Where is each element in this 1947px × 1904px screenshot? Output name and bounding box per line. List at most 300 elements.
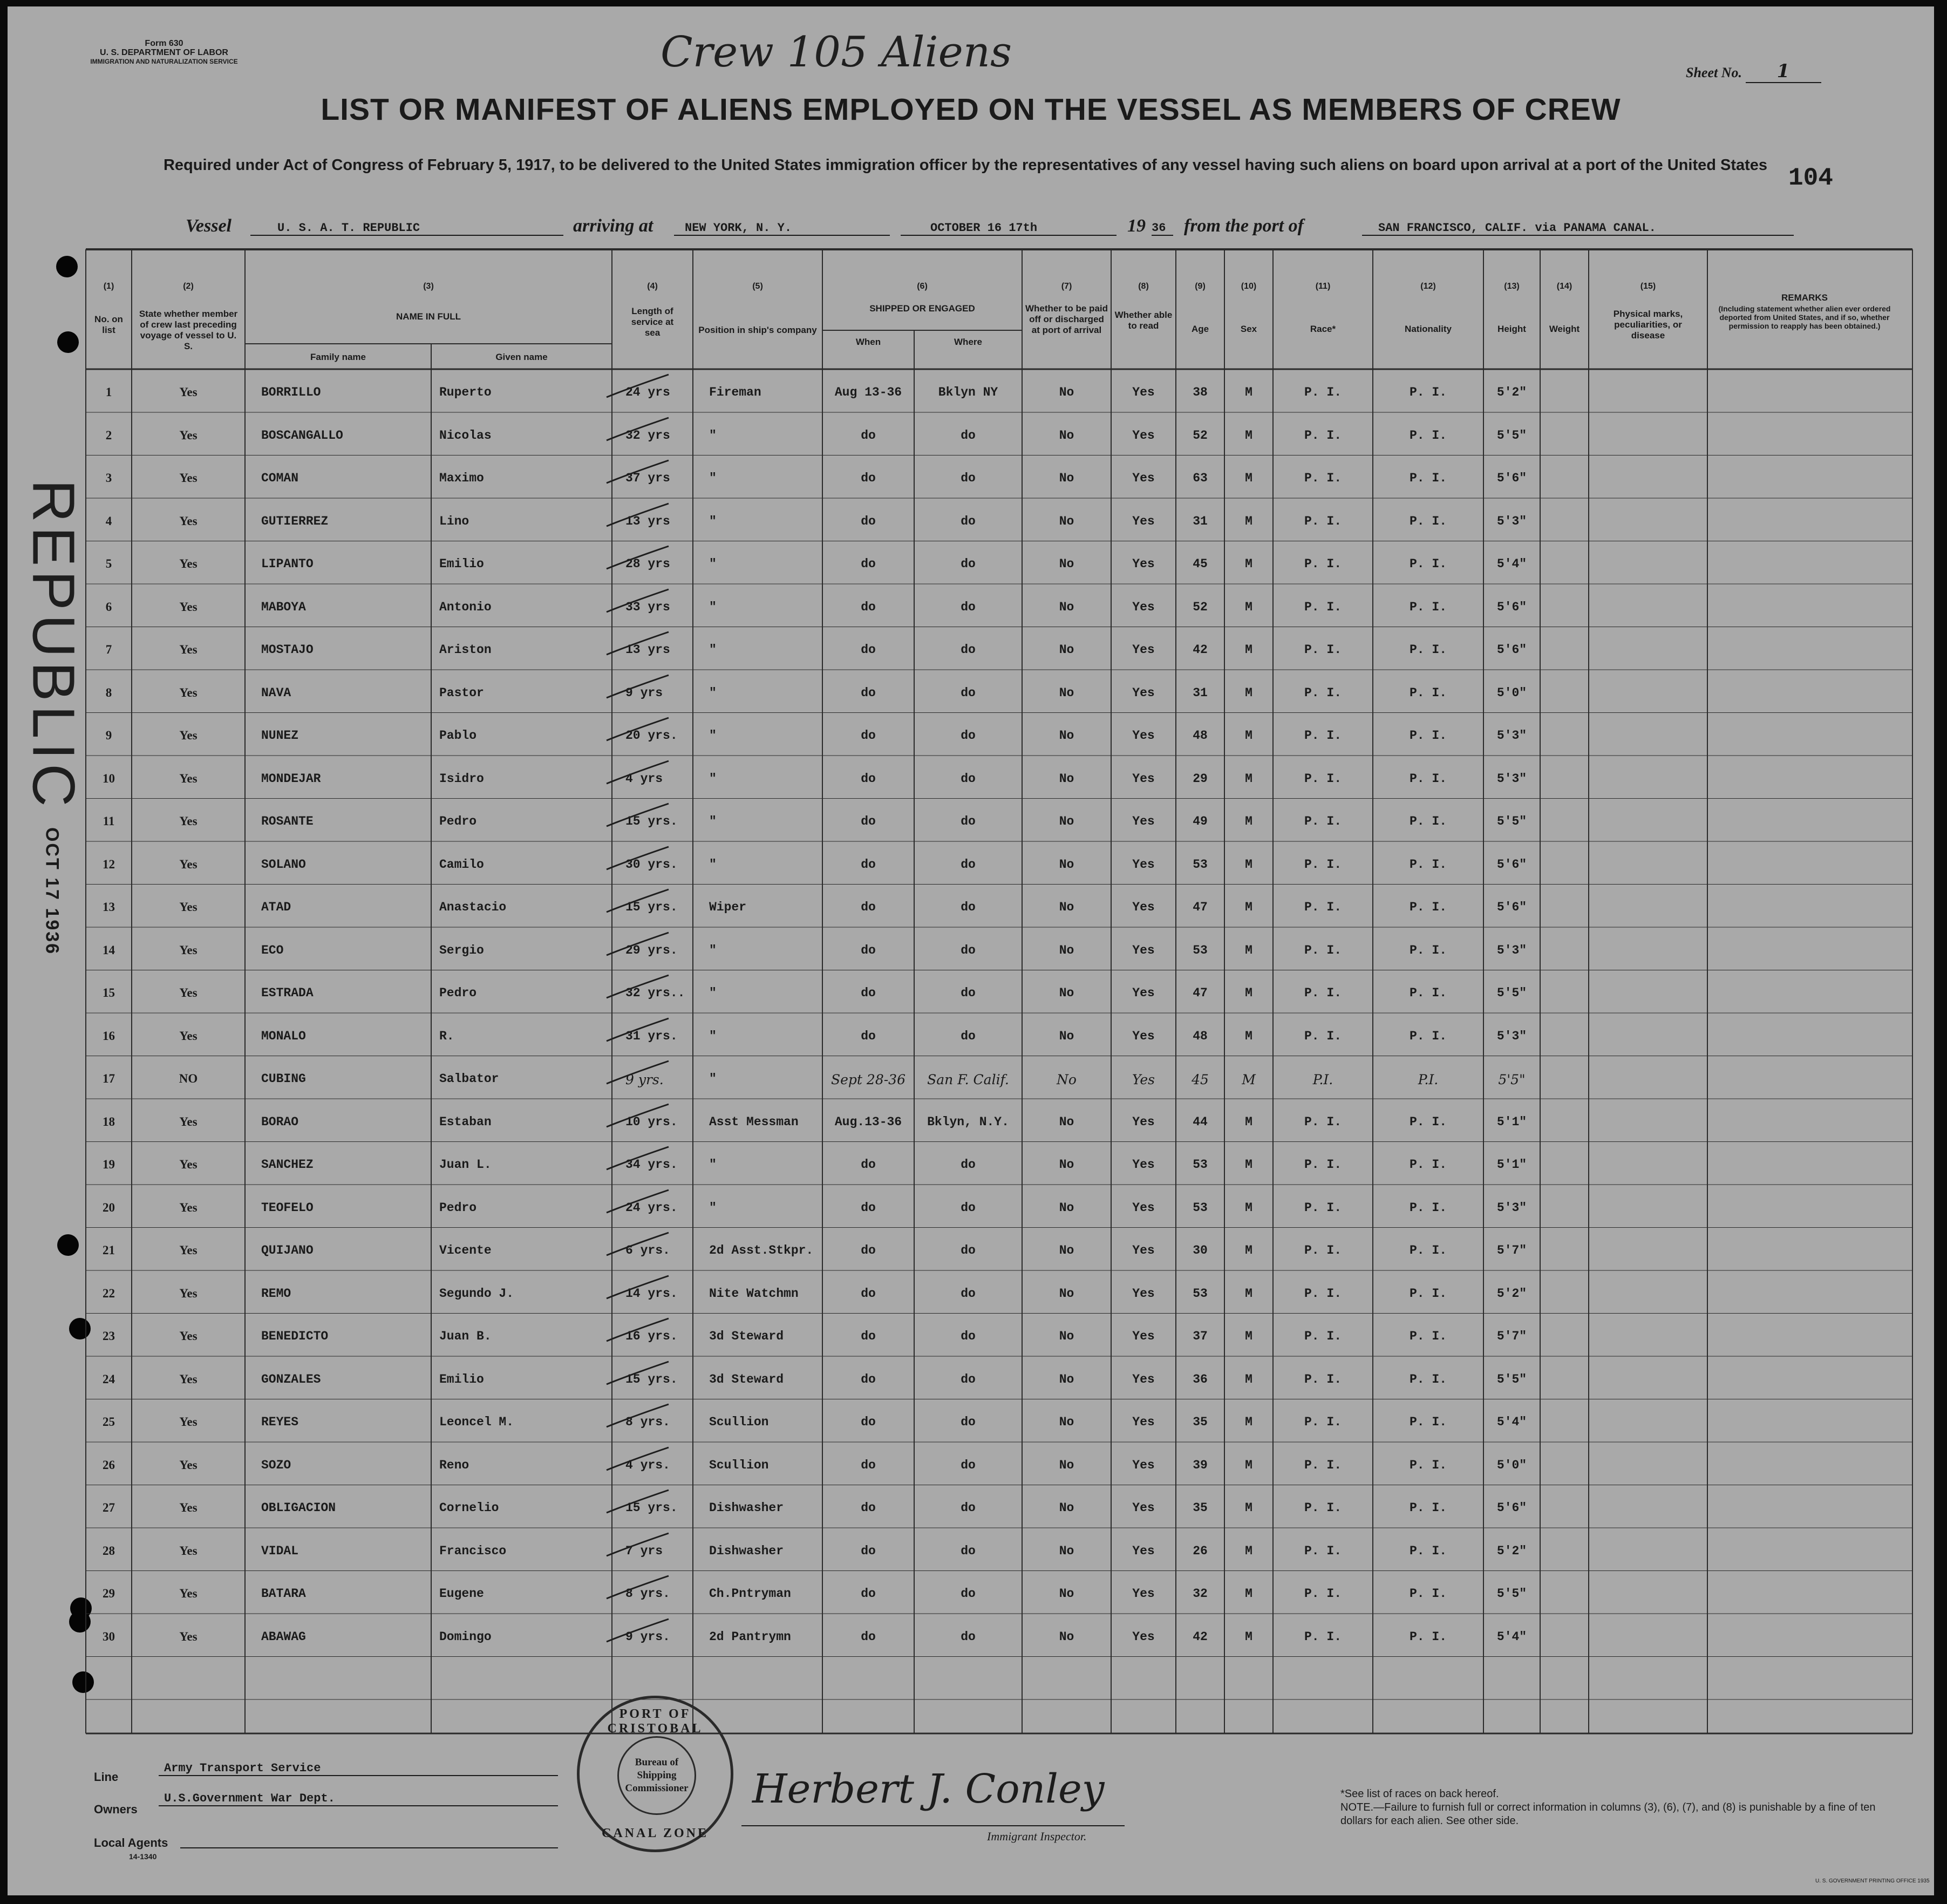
cell-able-to-read: Yes [1132,1372,1155,1386]
cell-service-length: 15 yrs. [625,1501,678,1515]
cell-previous-voyage: Yes [179,1286,198,1300]
vessel-label: Vessel [186,216,232,236]
cell-sex: M [1245,385,1252,399]
cell-able-to-read: Yes [1132,428,1155,443]
cell-family-name: GONZALES [261,1372,321,1386]
penalty-note: NOTE.—Failure to furnish full or correct information in columns (3), (6), (7), and (8) is punishable by a fine of ten dollars for each alien. See other side. [1340,1801,1876,1827]
cell-nationality: P. I. [1409,1501,1447,1515]
cell-race: P.I. [1312,1072,1333,1087]
cell-shipped-when: do [861,1329,876,1343]
cell-family-name: COMAN [261,471,299,485]
cell-paid-off: No [1059,1587,1074,1601]
form-reference: 14-1340 [129,1852,157,1861]
cell-shipped-when: do [861,900,876,914]
check-mark [601,1014,677,1046]
col-11-label: Race* [1310,324,1336,334]
check-mark [601,971,677,1003]
cell-number: 19 [103,1158,115,1171]
cell-number: 23 [103,1329,115,1343]
date-stamp-text: OCT 17 1936 [42,827,63,956]
cell-service-length: 32 yrs [625,428,670,443]
owners-value: U.S.Government War Dept. [159,1792,558,1806]
cell-number: 21 [103,1243,115,1257]
cell-age: 32 [1193,1587,1208,1601]
cell-given-name: Pablo [439,729,477,743]
cell-service-length: 16 yrs. [625,1329,678,1343]
col-4-label: Length of service at sea [631,306,674,338]
cell-previous-voyage: Yes [179,1587,198,1600]
cell-shipped-when: do [861,685,876,700]
cell-race: P. I. [1304,1629,1342,1644]
cell-shipped-when: do [861,1243,876,1257]
col-2-label: State whether member of crew last preceding voyage of vessel to U. S. [139,309,238,351]
cell-nationality: P. I. [1409,428,1447,443]
cell-shipped-where: do [961,814,976,828]
cell-previous-voyage: Yes [179,1458,198,1472]
cell-nationality: P. I. [1409,643,1447,657]
seal-center: Bureau of Shipping Commissioner [617,1736,696,1815]
check-mark [601,456,677,488]
cell-position: " [709,943,717,957]
cell-shipped-where: do [961,857,976,872]
col-6-number: (6) [917,282,928,291]
cell-position: " [709,685,717,700]
cell-service-length: 34 yrs. [625,1158,678,1172]
department: U. S. DEPARTMENT OF LABOR [100,48,228,57]
cell-nationality: P. I. [1409,600,1447,614]
cell-number: 25 [103,1415,115,1429]
cell-age: 45 [1193,557,1208,571]
cell-sex: M [1245,814,1252,828]
cell-height: 5'1" [1496,1158,1527,1172]
col-11-number: (11) [1315,282,1331,291]
cell-number: 27 [103,1501,115,1514]
cell-service-length: 13 yrs [625,514,670,528]
cell-given-name: Francisco [439,1543,507,1558]
cell-number: 3 [105,471,112,485]
cell-service-length: 33 yrs [625,600,670,614]
cell-nationality: P. I. [1409,1587,1447,1601]
cell-shipped-where: do [961,1286,976,1301]
signature-line [741,1825,1125,1826]
check-mark [601,1100,677,1132]
cell-height: 5'5" [1498,1072,1526,1087]
col-1-label: No. on list [94,314,123,335]
cell-previous-voyage: Yes [179,1501,198,1514]
cell-height: 5'2" [1496,1543,1527,1558]
cell-able-to-read: Yes [1132,771,1155,786]
cell-given-name: Pastor [439,685,484,700]
cell-position: " [709,814,717,828]
form-number: Form 630 [145,39,183,48]
check-mark [601,757,677,789]
cell-height: 5'3" [1496,943,1527,957]
cell-shipped-when: do [861,471,876,485]
cell-shipped-when: do [861,1372,876,1386]
cell-previous-voyage: Yes [179,1415,198,1429]
cell-family-name: BORRILLO [261,385,321,399]
cell-nationality: P. I. [1409,986,1447,1000]
cell-nationality: P. I. [1409,557,1447,571]
cell-shipped-when: do [861,1629,876,1644]
cell-family-name: BATARA [261,1587,306,1601]
cell-height: 5'6" [1496,471,1527,485]
col-10-label: Sex [1240,324,1257,334]
cell-family-name: ROSANTE [261,814,314,828]
col-3-family-label: Family name [310,352,366,362]
col-3-label: NAME IN FULL [396,311,461,322]
cell-position: " [709,557,717,571]
cell-sex: M [1245,557,1252,571]
cell-sex: M [1245,729,1252,743]
cell-paid-off: No [1059,1114,1074,1129]
cell-sex: M [1245,1243,1252,1257]
cell-service-length: 24 yrs [625,385,670,399]
cell-previous-voyage: Yes [179,557,198,570]
cell-service-length: 9 yrs [625,685,663,700]
cell-given-name: Sergio [439,943,484,957]
cell-height: 5'0" [1496,1458,1527,1472]
cell-shipped-where: do [961,1629,976,1644]
cell-sex: M [1242,1072,1256,1087]
cell-sex: M [1245,986,1252,1000]
cell-able-to-read: Yes [1132,900,1155,914]
cell-number: 1 [105,385,112,399]
cell-nationality: P. I. [1409,1543,1447,1558]
cell-sex: M [1245,771,1252,786]
cell-previous-voyage: Yes [179,1329,198,1343]
cell-family-name: QUIJANO [261,1243,314,1257]
owners-label: Owners [94,1803,138,1816]
cell-previous-voyage: Yes [179,385,198,399]
cell-previous-voyage: Yes [179,857,198,871]
cell-race: P. I. [1304,729,1342,743]
cell-race: P. I. [1304,1543,1342,1558]
check-mark [601,1271,677,1304]
cell-able-to-read: Yes [1132,1501,1155,1515]
cell-given-name: Juan L. [439,1158,492,1172]
arriving-label: arriving at [573,216,653,236]
cell-nationality: P. I. [1409,1329,1447,1343]
cell-family-name: REYES [261,1415,299,1429]
line-label: Line [94,1770,119,1784]
cell-given-name: Estaban [439,1114,492,1129]
cell-number: 9 [105,729,112,742]
cell-height: 5'6" [1496,1501,1527,1515]
cell-sex: M [1245,857,1252,872]
cell-paid-off: No [1059,857,1074,872]
cell-shipped-where: do [961,1158,976,1172]
cell-service-length: 9 yrs. [625,1072,664,1087]
cell-height: 5'6" [1496,900,1527,914]
cell-shipped-when: do [861,600,876,614]
cell-age: 31 [1193,685,1208,700]
cell-race: P. I. [1304,1029,1342,1043]
cell-age: 31 [1193,514,1208,528]
check-mark [601,1143,677,1175]
cell-previous-voyage: Yes [179,771,198,785]
cell-age: 53 [1193,1158,1208,1172]
cell-service-length: 8 yrs. [625,1415,670,1429]
cell-height: 5'5" [1496,428,1527,443]
check-mark [601,499,677,532]
cell-sex: M [1245,1543,1252,1558]
check-mark [601,542,677,574]
cell-able-to-read: Yes [1132,1243,1155,1257]
cell-shipped-where: do [961,428,976,443]
cell-shipped-where: do [961,1415,976,1429]
check-mark [601,885,677,917]
cell-paid-off: No [1059,1329,1074,1343]
cell-age: 53 [1193,1286,1208,1301]
cell-age: 39 [1193,1458,1208,1472]
cell-given-name: Salbator [439,1072,499,1086]
check-mark [601,370,677,403]
col-5-label: Position in ship's company [698,325,817,335]
cell-service-length: 31 yrs. [625,1029,678,1043]
cell-number: 26 [103,1458,115,1472]
cell-sex: M [1245,428,1252,443]
cell-family-name: MABOYA [261,600,306,614]
cell-family-name: REMO [261,1286,291,1301]
cell-sex: M [1245,1372,1252,1386]
check-mark [601,1357,677,1390]
cell-previous-voyage: NO [179,1072,198,1085]
check-mark [601,799,677,832]
cell-position: Asst Messman [709,1114,799,1129]
cell-previous-voyage: Yes [179,1629,198,1643]
cell-able-to-read: Yes [1132,514,1155,528]
cell-age: 29 [1193,771,1208,786]
cell-family-name: SOZO [261,1458,291,1472]
cell-position: " [709,514,717,528]
check-mark [601,671,677,703]
cell-shipped-where: Bklyn, N.Y. [927,1114,1009,1129]
cell-able-to-read: Yes [1132,1415,1155,1429]
cell-paid-off: No [1059,1243,1074,1257]
cell-previous-voyage: Yes [179,943,198,957]
cell-height: 5'5" [1496,814,1527,828]
vessel-name-stamp-text: REPUBLIC [20,479,87,811]
printer-credit: U. S. GOVERNMENT PRINTING OFFICE 1935 [1815,1878,1930,1884]
cell-given-name: Emilio [439,1372,484,1386]
cell-family-name: ECO [261,943,284,957]
cell-given-name: Emilio [439,557,484,571]
cell-position: Wiper [709,900,747,914]
cell-race: P. I. [1304,643,1342,657]
cell-race: P. I. [1304,685,1342,700]
cell-shipped-when: do [861,1587,876,1601]
cell-previous-voyage: Yes [179,685,198,699]
cell-shipped-when: do [861,1200,876,1215]
cell-able-to-read: Yes [1132,1587,1155,1601]
check-mark [601,1400,677,1432]
col-12-label: Nationality [1405,324,1452,334]
cell-able-to-read: Yes [1132,1329,1155,1343]
cell-race: P. I. [1304,1286,1342,1301]
cell-service-length: 20 yrs. [625,729,678,743]
cell-paid-off: No [1059,986,1074,1000]
cell-shipped-where: do [961,943,976,957]
cell-number: 10 [103,771,115,785]
cell-race: P. I. [1304,771,1342,786]
cell-paid-off: No [1059,428,1074,443]
cell-service-length: 8 yrs. [625,1587,670,1601]
cell-height: 5'6" [1496,643,1527,657]
cell-family-name: MOSTAJO [261,643,314,657]
check-mark [601,413,677,446]
cell-sex: M [1245,600,1252,614]
cell-given-name: Domingo [439,1629,492,1644]
col-12-number: (12) [1420,282,1436,291]
cell-shipped-where: do [961,900,976,914]
cell-sex: M [1245,514,1252,528]
cell-number: 2 [105,428,112,442]
cell-number: 5 [105,557,112,570]
cell-race: P. I. [1304,471,1342,485]
cell-given-name: Anastacio [439,900,507,914]
cell-age: 53 [1193,943,1208,957]
arrival-date: OCTOBER 16 17th [901,221,1117,236]
col-14-label: Weight [1549,324,1580,334]
cell-able-to-read: Yes [1132,1072,1155,1087]
cell-race: P. I. [1304,814,1342,828]
cell-family-name: BOSCANGALLO [261,428,343,443]
cell-shipped-where: San F. Calif. [927,1072,1009,1087]
cell-shipped-where: do [961,1029,976,1043]
cell-service-length: 10 yrs. [625,1114,678,1129]
cell-paid-off: No [1059,1543,1074,1558]
col-1-number: (1) [103,282,114,291]
cell-age: 36 [1193,1372,1208,1386]
col-5-number: (5) [752,282,763,291]
cell-shipped-where: do [961,600,976,614]
cell-number: 24 [103,1372,115,1386]
cell-given-name: Eugene [439,1587,484,1601]
cell-shipped-when: Aug.13-36 [834,1114,902,1129]
cell-sex: M [1245,1029,1252,1043]
col-9-label: Age [1191,324,1209,334]
cell-shipped-where: do [961,1587,976,1601]
remarks-sublabel: (Including statement whether alien ever ordered deported from United States, and if so, whether permission to reapply has been obtained.) [1718,304,1891,330]
cell-position: " [709,729,717,743]
cell-previous-voyage: Yes [179,1158,198,1171]
cell-age: 44 [1193,1114,1208,1129]
cell-paid-off: No [1059,1286,1074,1301]
cell-shipped-when: do [861,771,876,786]
cell-age: 37 [1193,1329,1208,1343]
cell-given-name: Vicente [439,1243,492,1257]
cell-position: Ch.Pntryman [709,1587,791,1601]
cell-previous-voyage: Yes [179,1543,198,1558]
cell-height: 5'2" [1496,1286,1527,1301]
col-6-where-label: Where [954,337,982,347]
cell-sex: M [1245,1501,1252,1515]
cell-paid-off: No [1059,557,1074,571]
inspector-label: Immigrant Inspector. [987,1830,1087,1843]
cell-given-name: Leoncel M. [439,1415,514,1429]
cell-service-length: 4 yrs. [625,1458,670,1472]
cell-position: Scullion [709,1458,769,1472]
cell-number: 22 [103,1286,115,1300]
cell-given-name: Antonio [439,600,492,614]
cell-age: 38 [1193,385,1208,399]
cell-paid-off: No [1059,1372,1074,1386]
cell-previous-voyage: Yes [179,986,198,999]
cell-service-length: 13 yrs [625,643,670,657]
cell-nationality: P. I. [1409,1200,1447,1215]
cell-able-to-read: Yes [1132,385,1155,399]
cell-sex: M [1245,943,1252,957]
cell-sex: M [1245,1458,1252,1472]
cell-sex: M [1245,1629,1252,1644]
cell-age: 53 [1193,1200,1208,1215]
cell-position: " [709,1200,717,1215]
cell-position: " [709,1158,717,1172]
cell-number: 20 [103,1200,115,1214]
cell-position: " [709,471,717,485]
cell-paid-off: No [1059,1200,1074,1215]
check-mark [601,1228,677,1261]
cell-shipped-when: do [861,986,876,1000]
cell-previous-voyage: Yes [179,514,198,528]
cell-previous-voyage: Yes [179,814,198,828]
cell-service-length: 30 yrs. [625,857,678,872]
cell-shipped-where: do [961,685,976,700]
cell-position: " [709,771,717,786]
cell-given-name: Lino [439,514,469,528]
cell-race: P. I. [1304,1158,1342,1172]
cell-shipped-where: do [961,986,976,1000]
cell-height: 5'3" [1496,1200,1527,1215]
page-subtitle: Required under Act of Congress of February 5, 1917, to be delivered to the United States immigration officer by the representatives of any vessel having such aliens on board upon arrival at a port of the United States [163,157,1768,174]
col-10-number: (10) [1241,282,1257,291]
check-mark [601,713,677,746]
cell-number: 29 [103,1587,115,1600]
col-8-label: Whether able to read [1114,310,1173,331]
cell-race: P. I. [1304,1114,1342,1129]
cell-shipped-when: do [861,1415,876,1429]
cell-shipped-where: do [961,643,976,657]
cell-able-to-read: Yes [1132,1543,1155,1558]
cell-paid-off: No [1059,1458,1074,1472]
col-6-label: SHIPPED OR ENGAGED [869,303,975,314]
cell-number: 6 [105,600,112,614]
date-stamp [36,821,68,962]
cell-given-name: R. [439,1029,454,1043]
cell-able-to-read: Yes [1132,1629,1155,1644]
cell-shipped-when: do [861,428,876,443]
cell-height: 5'3" [1496,514,1527,528]
service: IMMIGRATION AND NATURALIZATION SERVICE [90,58,238,65]
cell-shipped-when: do [861,943,876,957]
sheet-label: Sheet No. [1686,65,1742,80]
cell-family-name: GUTIERREZ [261,514,329,528]
cell-shipped-where: do [961,1501,976,1515]
seal-ring-top: PORT OF CRISTOBAL [607,1707,703,1736]
from-label: from the port of [1184,216,1304,236]
cell-service-length: 15 yrs. [625,900,678,914]
cell-service-length: 6 yrs. [625,1243,670,1257]
cell-shipped-when: do [861,1029,876,1043]
cell-shipped-where: do [961,1329,976,1343]
cell-number: 18 [103,1114,115,1128]
cell-sex: M [1245,1158,1252,1172]
cell-paid-off: No [1059,900,1074,914]
cell-age: 42 [1193,1629,1208,1644]
cell-nationality: P. I. [1409,471,1447,485]
cell-race: P. I. [1304,1587,1342,1601]
